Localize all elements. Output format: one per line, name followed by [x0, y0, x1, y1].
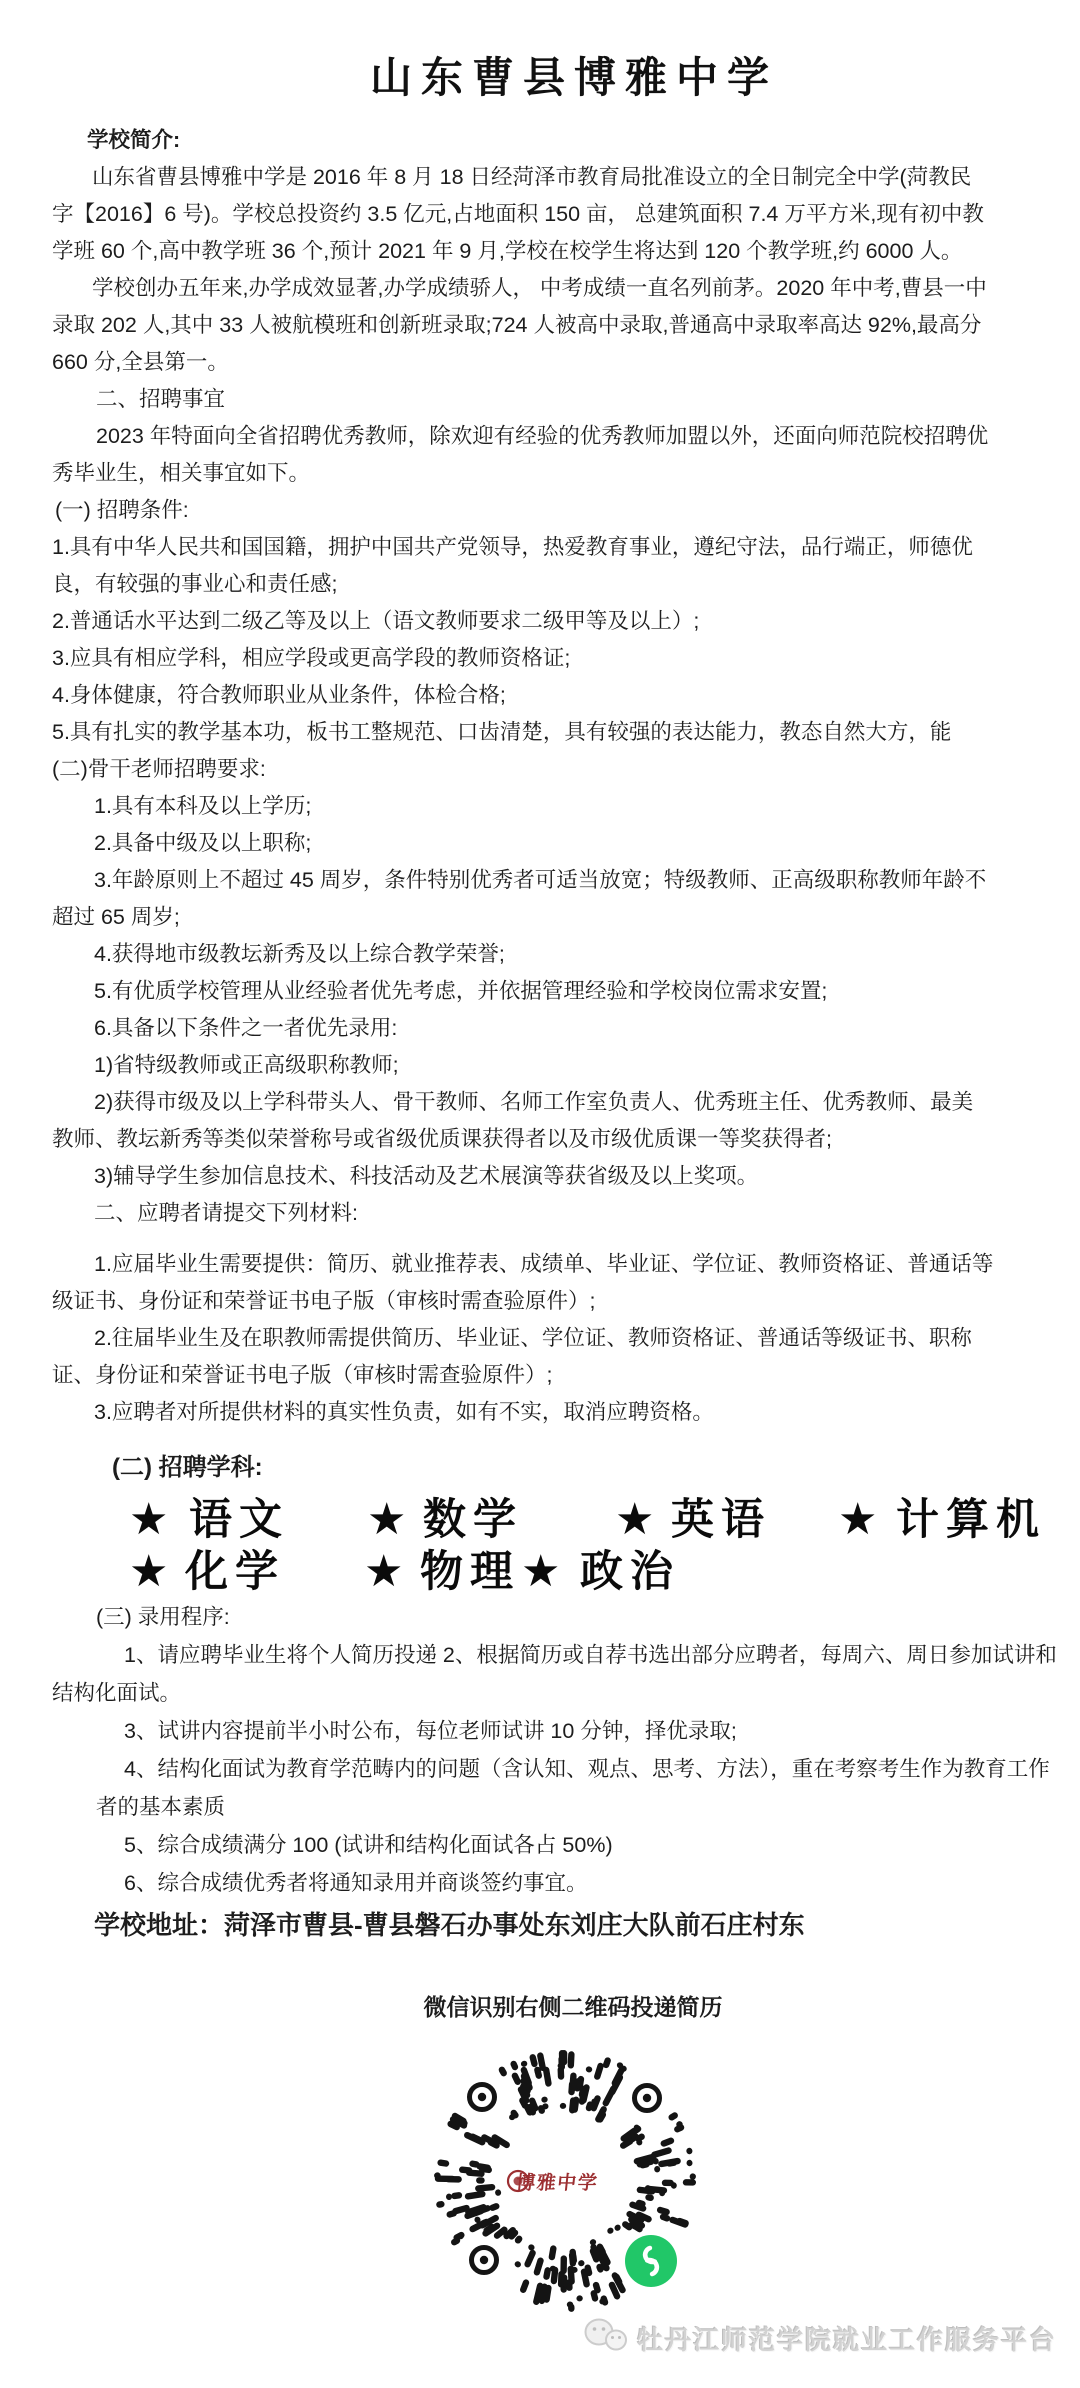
text-line: 1.具有中华人民共和国国籍，拥护中国共产党领导，热爱教育事业，遵纪守法，品行端正，师德优 — [52, 535, 973, 559]
subject-label: 政治 — [580, 1547, 680, 1597]
document-body — [0, 122, 1080, 2026]
text-line: 良，有较强的事业心和责任感; — [52, 572, 338, 596]
text-line: 2.往届毕业生及在职教师需提供简历、毕业证、学位证、教师资格证、普通话等级证书、职称 — [94, 1326, 972, 1350]
text-line: 学校简介: — [87, 128, 181, 152]
subject-label: 英语 — [671, 1495, 771, 1545]
text-line: 3.应具有相应学科，相应学段或更高学段的教师资格证; — [52, 646, 571, 670]
watermark-text: 牡丹江师范学院就业工作服务平台 — [637, 2324, 1058, 2355]
page-title: 山东曹县博雅中学 — [369, 53, 778, 102]
text-line: 二、应聘者请提交下列材料: — [94, 1201, 358, 1225]
text-line: 超过 65 周岁; — [52, 905, 180, 929]
text-line: (一) 招聘条件: — [55, 498, 189, 522]
text-line: 1.具有本科及以上学历; — [94, 794, 312, 818]
subject-label: 语文 — [189, 1495, 289, 1545]
text-line: 5.具有扎实的教学基本功，板书工整规范、口齿清楚，具有较强的表达能力，教态自然大方，能 — [52, 720, 952, 744]
recruit-subjects — [0, 1494, 1080, 1598]
qr-code-graphic — [427, 2043, 703, 2319]
text-line: 2.普通话水平达到二级乙等及以上（语文教师要求二级甲等及以上）; — [52, 609, 700, 633]
subject-label: 数学 — [423, 1495, 523, 1545]
text-line: 5.有优质学校管理从业经验者优先考虑，并依据管理经验和学校岗位需求安置; — [94, 979, 828, 1003]
text-line: 证、身份证和荣誉证书电子版（审核时需查验原件）; — [52, 1363, 553, 1387]
text-line: 6、综合成绩优秀者将通知录用并商谈签约事宜。 — [124, 1871, 588, 1895]
text-line: 教师、教坛新秀等类似荣誉称号或省级优质课获得者以及市级优质课一等奖获得者; — [52, 1127, 832, 1151]
text-line: (三) 录用程序: — [96, 1605, 230, 1629]
text-line: 2.具备中级及以上职称; — [94, 831, 312, 855]
text-line: 3)辅导学生参加信息技术、科技活动及艺术展演等获省级及以上奖项。 — [94, 1164, 759, 1188]
subject-row — [0, 1494, 1080, 1546]
star-icon: ★ — [364, 1547, 404, 1596]
wechat-miniprogram-qr-code — [427, 2043, 703, 2319]
text-line: 1)省特级教师或正高级职称教师; — [94, 1053, 399, 1077]
wechat-icon — [582, 2314, 630, 2363]
text-line: 4、结构化面试为教育学范畴内的问题（含认知、观点、思考、方法），重在考察考生作为教育工作 — [124, 1757, 1050, 1781]
star-icon: ★ — [129, 1495, 169, 1544]
text-line: 山东省曹县博雅中学是 2016 年 8 月 18 日经菏泽市教育局批准设立的全日制完全中学(菏教民 — [92, 165, 972, 189]
text-line: 6.具备以下条件之一者优先录用: — [94, 1016, 398, 1040]
star-icon: ★ — [521, 1547, 561, 1596]
star-icon: ★ — [615, 1495, 655, 1544]
text-line: 学班 60 个,高中教学班 36 个,预计 2021 年 9 月,学校在校学生将达到 120 个教学班,约 6000 人。 — [52, 239, 963, 263]
subject-label: 计算机 — [896, 1495, 1046, 1545]
text-line: 3、试讲内容提前半小时公布，每位老师试讲 10 分钟，择优录取; — [124, 1719, 737, 1743]
text-line: 录取 202 人,其中 33 人被航模班和创新班录取;724 人被高中录取,普通高中录取率高达 92%,最高分 — [52, 313, 982, 337]
text-line: (二)骨干老师招聘要求: — [52, 757, 266, 781]
star-icon: ★ — [838, 1495, 878, 1544]
text-line: 字【2016】6 号)。学校总投资约 3.5 亿元,占地面积 150 亩， 总建筑面积 7.4 万平方米,现有初中教 — [52, 202, 984, 226]
subject-label: 物理 — [420, 1547, 520, 1597]
star-icon: ★ — [129, 1547, 169, 1596]
text-line: (二) 招聘学科: — [112, 1454, 263, 1481]
text-line: 者的基本素质 — [96, 1795, 226, 1819]
text-line: 5、综合成绩满分 100 (试讲和结构化面试各占 50%) — [124, 1833, 613, 1857]
text-line: 3.应聘者对所提供材料的真实性负责，如有不实，取消应聘资格。 — [94, 1400, 714, 1424]
qr-center-label: 博雅中学 — [515, 2172, 600, 2194]
text-line: 660 分,全县第一。 — [52, 350, 229, 374]
text-line: 4.身体健康，符合教师职业从业条件，体检合格; — [52, 683, 506, 707]
text-line: 2023 年特面向全省招聘优秀教师，除欢迎有经验的优秀教师加盟以外，还面向师范院校招聘优 — [96, 424, 989, 448]
text-line: 秀毕业生，相关事宜如下。 — [52, 461, 311, 485]
text-line: 微信识别右侧二维码投递简历 — [423, 1994, 723, 2020]
text-line: 结构化面试。 — [52, 1681, 182, 1705]
star-icon: ★ — [367, 1495, 407, 1544]
subject-label: 化学 — [185, 1547, 285, 1597]
text-line: 1、请应聘毕业生将个人简历投递 2、根据简历或自荐书选出部分应聘者，每周六、周日参加试讲和 — [124, 1643, 1057, 1667]
text-line: 2)获得市级及以上学科带头人、骨干教师、名师工作室负责人、优秀班主任、优秀教师、最美 — [94, 1090, 974, 1114]
text-line: 学校创办五年来,办学成效显著,办学成绩骄人， 中考成绩一直名列前茅。2020 年中考,曹县一中 — [92, 276, 987, 300]
subject-row — [0, 1546, 1080, 1598]
text-line: 学校地址：菏泽市曹县-曹县磐石办事处东刘庄大队前石庄村东 — [94, 1910, 805, 1940]
text-line: 4.获得地市级教坛新秀及以上综合教学荣誉; — [94, 942, 505, 966]
text-line: 3.年龄原则上不超过 45 周岁，条件特别优秀者可适当放宽；特级教师、正高级职称教师年龄不 — [94, 868, 987, 892]
wechat-miniprogram-icon — [625, 2235, 677, 2287]
document-section-bottom — [0, 1598, 1080, 2026]
watermark-footer — [582, 2308, 1057, 2368]
text-line: 级证书、身份证和荣誉证书电子版（审核时需查验原件）; — [52, 1289, 596, 1313]
text-line: 1.应届毕业生需要提供：简历、就业推荐表、成绩单、毕业证、学位证、教师资格证、普通话等 — [94, 1252, 994, 1276]
document-section-top — [0, 122, 1080, 1486]
text-line: 二、招聘事宜 — [96, 387, 226, 411]
